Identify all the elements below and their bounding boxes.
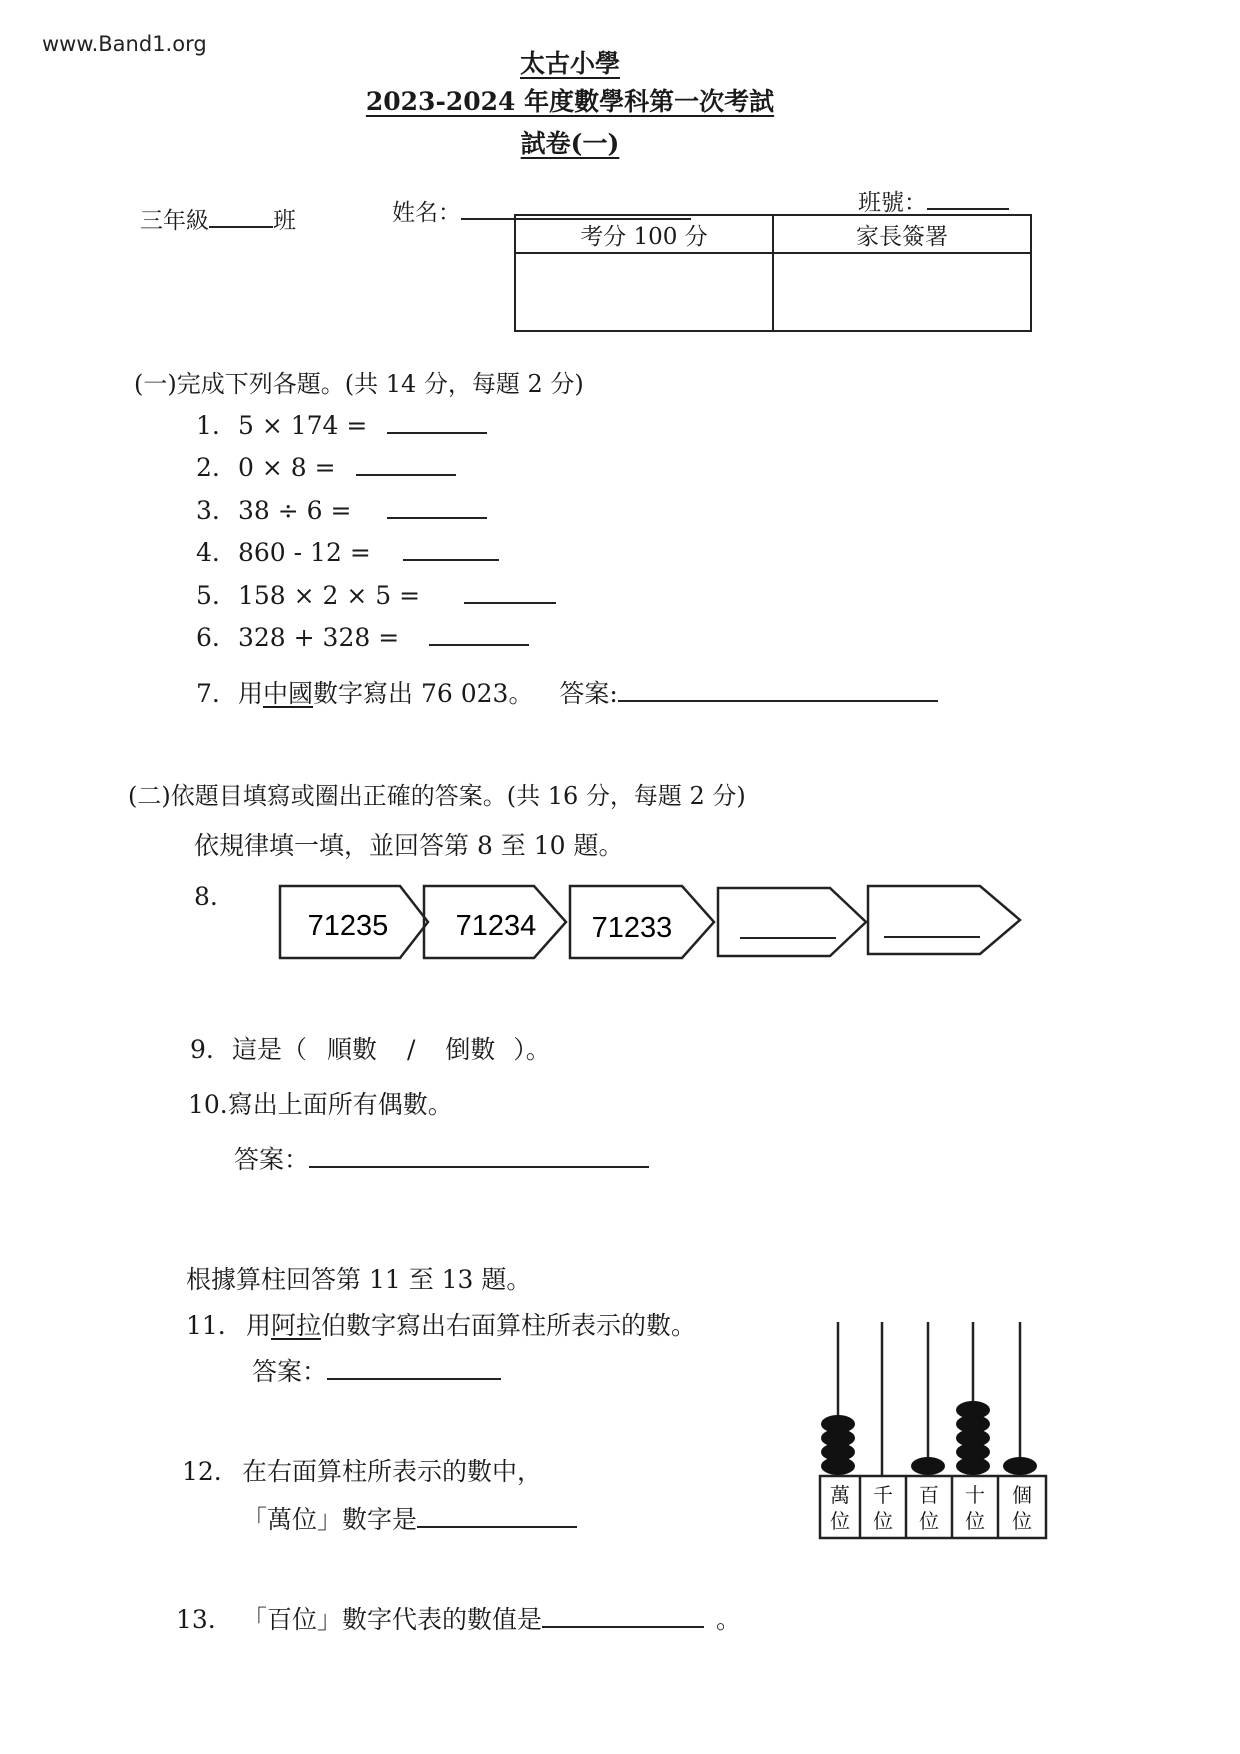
option-ascending[interactable]: 順數: [326, 1035, 377, 1064]
question-1: 1. 5 × 174 =: [196, 410, 487, 440]
paper-title: 試卷(一): [520, 129, 620, 158]
sequence-box-4[interactable]: [718, 888, 866, 956]
class-field: 三年級 班: [140, 202, 296, 235]
abacus-label: 位: [830, 1509, 850, 1533]
question-5: 5. 158 × 2 × 5 =: [196, 580, 556, 610]
number-field: 班號：: [858, 184, 1009, 217]
school-name: 太古小學: [519, 49, 620, 78]
name-field: 姓名：: [392, 194, 691, 227]
abacus-label: 位: [919, 1509, 939, 1533]
option-descending[interactable]: 倒數: [445, 1035, 496, 1064]
abacus-label: 位: [873, 1509, 893, 1533]
section2-title: (二)依題目填寫或圈出正確的答案。(共 16 分，每題 2 分): [128, 782, 746, 810]
question-13: 13. 「百位」數字代表的數值是 。: [176, 1605, 742, 1634]
parent-signature-label: 家長簽署: [773, 215, 1031, 253]
question-11: 11. 用阿拉伯數字寫出右面算柱所表示的數。: [186, 1311, 697, 1340]
answer-blank[interactable]: [327, 1356, 501, 1380]
question-2: 2. 0 × 8 =: [196, 452, 456, 482]
question-4: 4. 860 - 12 =: [196, 537, 499, 567]
question-7: 7. 用中國數字寫出 76 023。 答案:: [196, 674, 938, 710]
answer-blank[interactable]: [417, 1504, 577, 1528]
abacus-label: 位: [965, 1509, 985, 1533]
sequence-value: 71234: [455, 910, 537, 942]
abacus-label-thousands: 千: [873, 1483, 893, 1507]
question-3: 3. 38 ÷ 6 =: [196, 495, 487, 525]
abacus-label-ten-thousands: 萬: [830, 1483, 850, 1507]
question-10: 10.寫出上面所有偶數。: [188, 1090, 453, 1119]
sequence-box-5[interactable]: [868, 886, 1020, 954]
abacus-intro: 根據算柱回答第 11 至 13 題。: [186, 1265, 532, 1294]
watermark: www.Band1.org: [42, 32, 207, 56]
answer-blank[interactable]: [309, 1144, 649, 1168]
abacus-bead: [911, 1457, 945, 1475]
exam-title: 2023-2024 年度數學科第一次考試: [365, 87, 775, 116]
abacus-bead: [1003, 1457, 1037, 1475]
question-6: 6. 328 + 328 =: [196, 622, 529, 652]
abacus-label-hundreds: 百: [919, 1483, 939, 1507]
question-9: 9. 這是（ 順數 / 倒數 ）。: [190, 1035, 551, 1064]
abacus-label: 位: [1012, 1509, 1032, 1533]
pattern-intro: 依規律填一填，並回答第 8 至 10 題。: [194, 831, 624, 860]
section1-title: (一)完成下列各題。(共 14 分，每題 2 分): [134, 370, 584, 398]
question-12: 12. 在右面算柱所表示的數中，: [182, 1457, 543, 1486]
question-8-number: 8.: [194, 882, 218, 911]
question-11-answer: 答案：: [252, 1352, 501, 1388]
abacus-bead: [956, 1401, 990, 1419]
score-label: 考分 100 分: [515, 215, 773, 253]
abacus-bead: [821, 1415, 855, 1433]
abacus-label-ones: 個: [1012, 1483, 1032, 1507]
abacus-label-tens: 十: [965, 1483, 985, 1507]
question-10-answer: 答案：: [234, 1140, 649, 1176]
answer-blank[interactable]: [542, 1604, 704, 1628]
question-12-answer: 「萬位」數字是: [242, 1500, 577, 1536]
sequence-value: 71235: [307, 910, 389, 942]
sequence-value: 71233: [591, 912, 673, 944]
